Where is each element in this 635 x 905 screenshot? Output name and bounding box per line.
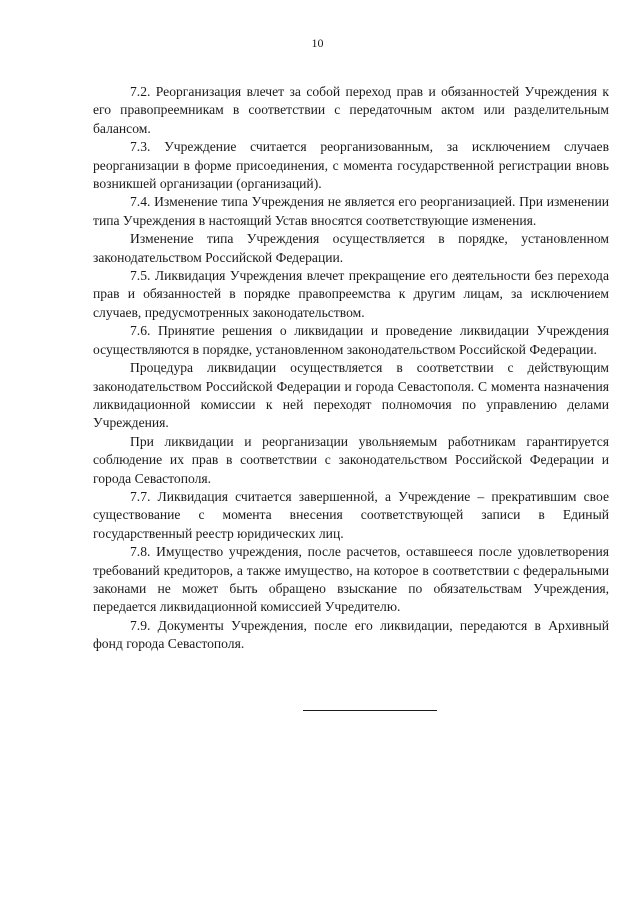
paragraph-7-3: 7.3. Учреждение считается реорганизованным, за исключением случаев реорганизации в форме присоединения, с момента государственной регистрации вновь возникшей организации (организаций). [93,139,609,192]
paragraph-7-6: 7.6. Принятие решения о ликвидации и проведение ликвидации Учреждения осуществляются в порядке, установленном законодательством Российской Федерации. [93,323,609,357]
end-divider-line [303,710,437,711]
page-number: 10 [311,36,324,50]
paragraph-7-4-type-change: Изменение типа Учреждения осуществляется в порядке, установленном законодательством Российской Федерации. [93,231,609,265]
paragraph-7-8: 7.8. Имущество учреждения, после расчетов, оставшееся после удовлетворения требований кредиторов, а также имущество, на которое в соответствии с федеральными законами не может быть обращено взыскание по обязательствам Учреждения, передается ликвидационной комиссией Учредителю. [93,544,609,615]
paragraph-7-6-procedure: Процедура ликвидации осуществляется в соответствии с действующим законодательством Российской Федерации и города Севастополя. С момента назначения ликвидационной комиссии к ней переходят полномочия по управлению делами Учреждения. [93,360,609,431]
paragraph-7-6-employees: При ликвидации и реорганизации увольняемым работникам гарантируется соблюдение их прав в соответствии с законодательством Российской Федерации и города Севастополя. [93,433,609,486]
paragraph-7-5: 7.5. Ликвидация Учреждения влечет прекращение его деятельности без перехода прав и обязанностей в порядке правопреемства к другим лицам, за исключением случаев, предусмотренных законодательством. [93,268,609,320]
paragraph-7-9: 7.9. Документы Учреждения, после его ликвидации, передаются в Архивный фонд города Севастополя. [93,617,609,652]
document-body [93,83,609,654]
paragraph-7-2: 7.2. Реорганизация влечет за собой переход прав и обязанностей Учреждения к его правопреемникам в соответствии с передаточным актом или разделительным балансом. [93,84,609,136]
paragraph-7-4: 7.4. Изменение типа Учреждения не является его реорганизацией. При изменении типа Учреждения в настоящий Устав вносятся соответствующие изменения. [93,194,609,228]
paragraph-7-7: 7.7. Ликвидация считается завершенной, а Учреждение – прекратившим свое существование с момента внесения соответствующей записи в Единый государственный реестр юридических лиц. [93,488,609,541]
